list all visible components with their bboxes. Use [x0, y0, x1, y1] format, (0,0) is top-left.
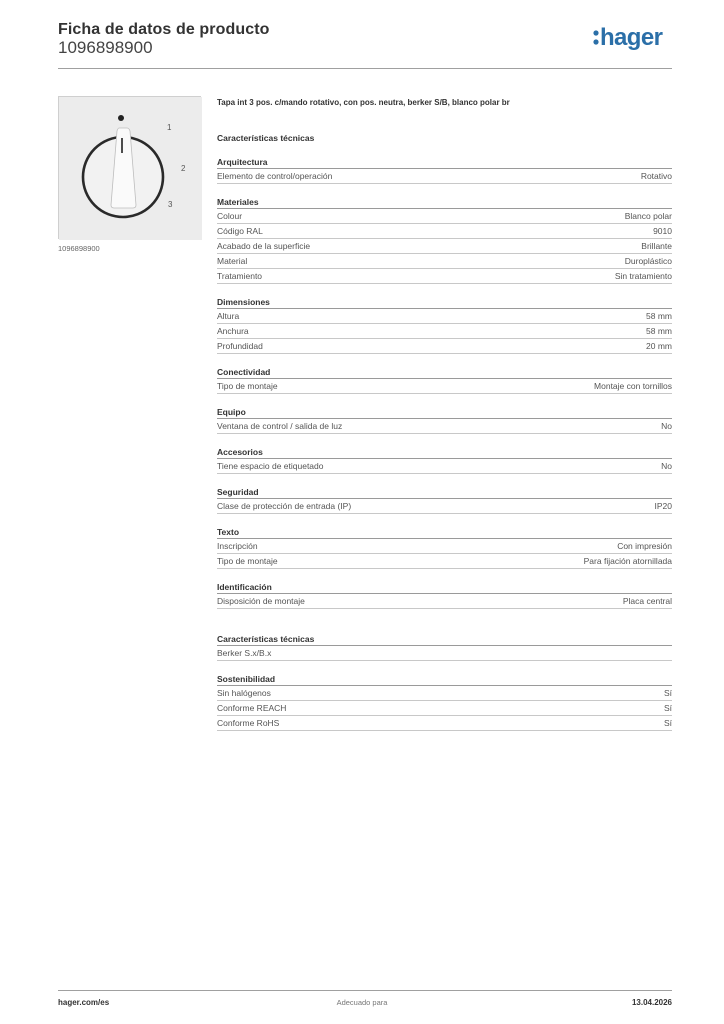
- spec-row: [217, 169, 672, 184]
- spec-row: [217, 309, 672, 324]
- footer-date: 13.04.2026: [631, 998, 672, 1007]
- neutral-position-dot: [118, 115, 124, 121]
- spec-label: Conforme REACH: [217, 703, 287, 713]
- section-title: Accesorios: [217, 446, 672, 459]
- spec-value: Sí: [663, 688, 672, 698]
- spec-row: [217, 379, 672, 394]
- spec-row: [217, 539, 672, 554]
- spec-value: Sí: [663, 703, 672, 713]
- section-title: Conectividad: [217, 366, 672, 379]
- section-title: Arquitectura: [217, 156, 672, 169]
- section-title: Dimensiones: [217, 296, 672, 309]
- spec-value: Duroplástico: [624, 256, 672, 266]
- spec-value: No: [661, 461, 672, 471]
- spec-row: [217, 499, 672, 514]
- spec-row: [217, 686, 672, 701]
- spec-label: Elemento de control/operación: [217, 171, 333, 181]
- spec-value: Brillante: [641, 241, 672, 251]
- spec-label: Material: [217, 256, 248, 266]
- footer-divider: [58, 990, 672, 991]
- spec-row: [217, 269, 672, 284]
- header-divider: [58, 68, 672, 69]
- rotary-switch-illustration: [59, 97, 202, 240]
- spec-row: [217, 701, 672, 716]
- section-title: Texto: [217, 526, 672, 539]
- section-title: Equipo: [217, 406, 672, 419]
- position-label-1: 1: [167, 123, 172, 132]
- spec-label: Altura: [217, 311, 240, 321]
- spec-section: [217, 526, 672, 569]
- section-title: Seguridad: [217, 486, 672, 499]
- spec-value: 20 mm: [646, 341, 672, 351]
- spec-value: Para fijación atornillada: [583, 556, 672, 566]
- spec-row: [217, 646, 672, 661]
- spec-section: [217, 406, 672, 434]
- footer-suitable-for: Adecuado para: [336, 998, 388, 1007]
- section-title: Identificación: [217, 581, 672, 594]
- spec-value: Blanco polar: [624, 211, 672, 221]
- spec-row: [217, 239, 672, 254]
- spec-value: Con impresión: [617, 541, 672, 551]
- product-image: [58, 96, 201, 239]
- page-title: Ficha de datos de producto: [58, 21, 270, 38]
- spec-label: Código RAL: [217, 226, 263, 236]
- spec-value: Sin tratamiento: [614, 271, 672, 281]
- spec-row: [217, 254, 672, 269]
- spec-row: [217, 324, 672, 339]
- product-number: 1096898900: [58, 38, 153, 57]
- section-title: Materiales: [217, 196, 672, 209]
- spec-label: Sin halógenos: [217, 688, 271, 698]
- spec-value: Montaje con tornillos: [594, 381, 672, 391]
- position-label-2: 2: [181, 164, 186, 173]
- spec-value: IP20: [654, 501, 672, 511]
- spec-row: [217, 209, 672, 224]
- spec-value: Placa central: [622, 596, 672, 606]
- spec-label: Acabado de la superficie: [217, 241, 311, 251]
- spec-row: [217, 459, 672, 474]
- spec-section: [217, 196, 672, 284]
- spec-row: [217, 594, 672, 609]
- spec-section: [217, 673, 672, 731]
- product-description: Tapa int 3 pos. c/mando rotativo, con pos. neutra, berker S/B, blanco polar br: [217, 98, 510, 107]
- spec-value: 58 mm: [646, 326, 672, 336]
- spec-sheet: [217, 96, 672, 731]
- spec-section: [217, 581, 672, 609]
- spec-label: Anchura: [217, 326, 249, 336]
- position-label-3: 3: [168, 200, 173, 209]
- spec-section: [217, 366, 672, 394]
- spec-value: Rotativo: [640, 171, 672, 181]
- spec-section: [217, 486, 672, 514]
- spec-section: [217, 633, 672, 661]
- spec-label: Conforme RoHS: [217, 718, 280, 728]
- spec-section: [217, 446, 672, 474]
- spec-label: Inscripción: [217, 541, 258, 551]
- spec-label: Tipo de montaje: [217, 556, 278, 566]
- spec-label: Colour: [217, 211, 243, 221]
- hager-logo-icon: [593, 24, 673, 50]
- footer-website: hager.com/es: [58, 998, 110, 1007]
- spec-label: Tiene espacio de etiquetado: [217, 461, 324, 471]
- spec-row: [217, 224, 672, 239]
- section-title: Características técnicas: [217, 133, 315, 143]
- spec-row: [217, 554, 672, 569]
- spec-label: Berker S.x/B.x: [217, 648, 272, 658]
- hager-logo: [593, 24, 673, 55]
- image-caption: 1096898900: [58, 244, 100, 253]
- spec-value: Sí: [663, 718, 672, 728]
- spec-row: [217, 716, 672, 731]
- spec-label: Ventana de control / salida de luz: [217, 421, 343, 431]
- spec-label: Disposición de montaje: [217, 596, 305, 606]
- spec-label: Clase de protección de entrada (IP): [217, 501, 352, 511]
- spec-label: Tratamiento: [217, 271, 263, 281]
- section-title: Sostenibilidad: [217, 673, 672, 686]
- svg-text:hager: hager: [600, 24, 663, 50]
- section-title: Características técnicas: [217, 633, 672, 646]
- spec-value: No: [661, 421, 672, 431]
- spec-section: [217, 132, 672, 144]
- spec-value: 58 mm: [646, 311, 672, 321]
- spec-value: 9010: [653, 226, 672, 236]
- spec-row: [217, 419, 672, 434]
- spec-label: Profundidad: [217, 341, 263, 351]
- spec-label: Tipo de montaje: [217, 381, 278, 391]
- spec-row: [217, 339, 672, 354]
- spec-section: [217, 156, 672, 184]
- spec-section: [217, 296, 672, 354]
